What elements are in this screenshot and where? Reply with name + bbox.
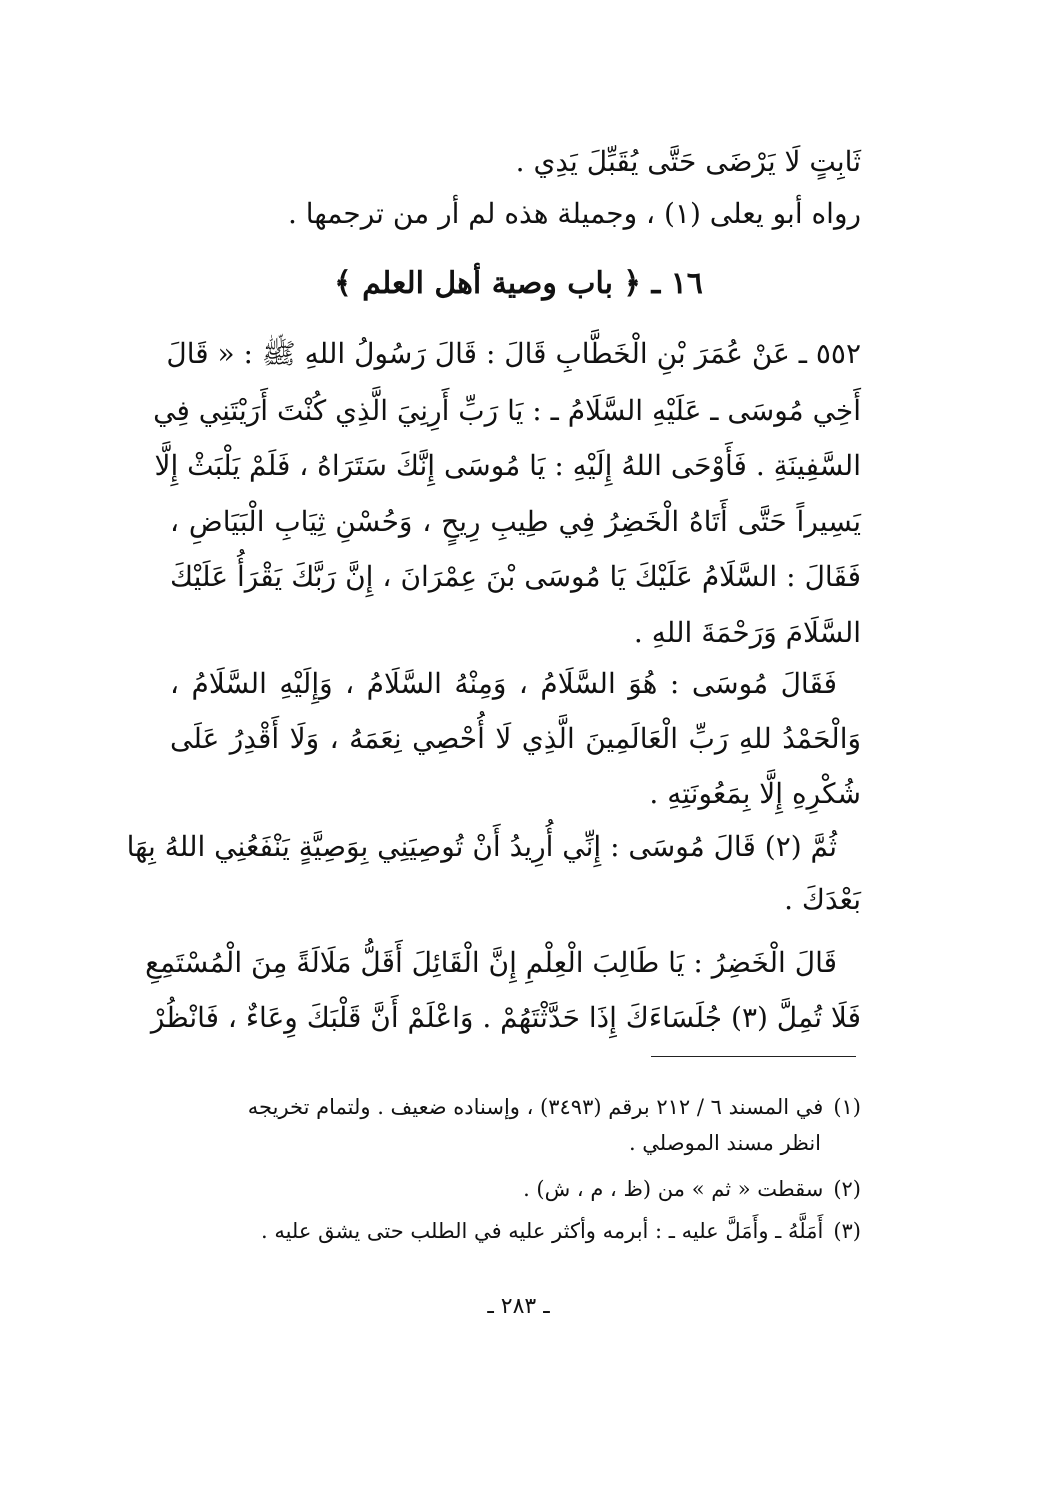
hadith-line: وَالْحَمْدُ للهِ رَبِّ الْعَالَمِينَ الَّذِي لَا أُحْصِي نِعَمَهُ ، وَلَا أَقْدِرُ عَلَى [170, 722, 861, 755]
hadith-line: فَقَالَ : السَّلَامُ عَلَيْكَ يَا مُوسَى بْنَ عِمْرَانَ ، إِنَّ رَبَّكَ يَقْرَأُ عَلَيْكَ [170, 560, 861, 593]
hadith-line: أَخِي مُوسَى ـ عَلَيْهِ السَّلَامُ ـ : يَا رَبِّ أَرِنِيَ الَّذِي كُنْتَ أَرَيْتَنِي فِي [153, 394, 861, 427]
footnote-number: (١) [833, 1095, 861, 1119]
footnote-2 [160, 1174, 861, 1204]
text-line: ثَابِتٍ لَا يَرْضَى حَتَّى يُقَبِّلَ يَدِي . [515, 145, 861, 178]
footnote-1-continuation: انظر مسند الموصلي . [628, 1131, 821, 1155]
hadith-line: فَلَا تُمِلَّ (٣) جُلَسَاءَكَ إِذَا حَدَّثْتَهُمْ . وَاعْلَمْ أَنَّ قَلْبَكَ وِعَاءٌ ، فَانْظُرْ [150, 1001, 861, 1034]
hadith-line: قَالَ الْخَضِرُ : يَا طَالِبَ الْعِلْمِ إِنَّ الْقَائِلَ أَقَلُّ مَلَالَةً مِنَ الْمُسْتَمِعِ [145, 946, 837, 979]
hadith-line: ٥٥٢ ـ عَنْ عُمَرَ بْنِ الْخَطَّابِ قَالَ : قَالَ رَسُولُ اللهِ ﷺ : « قَالَ [166, 337, 861, 370]
footnote-text: سقطت « ثم » من (ظ ، م ، ش) . [523, 1177, 824, 1201]
hadith-line: بَعْدَكَ . [784, 883, 861, 916]
hadith-line: السَّلَامَ وَرَحْمَةَ اللهِ . [633, 616, 861, 649]
hadith-line: ثُمَّ (٢) قَالَ مُوسَى : إِنِّي أُرِيدُ أَنْ تُوصِيَنِي بِوَصِيَّةٍ يَنْفَعُنِي اللهُ بِهَا [126, 830, 837, 863]
footnote-text: أَمَلَّهُ ـ وأَمَلَّ عليه ـ : أبرمه وأكثر عليه في الطلب حتى يشق عليه . [260, 1219, 824, 1243]
hadith-line: السَّفِينَةِ . فَأَوْحَى اللهُ إِلَيْهِ : يَا مُوسَى إِنَّكَ سَتَرَاهُ ، فَلَمْ يَلْبَثْ إِلَّا [154, 449, 861, 482]
footnote-1 [160, 1092, 861, 1122]
footnote-3 [160, 1216, 861, 1246]
footnote-number: (٣) [833, 1219, 861, 1243]
page-number: ـ ٢٨٣ ـ [487, 1294, 550, 1319]
section-heading: ١٦ ـ ﴿ باب وصية أهل العلم ﴾ [334, 266, 703, 301]
footnote-text: في المسند ٦ / ٢١٢ برقم (٣٤٩٣) ، وإسناده ضعيف . ولتمام تخريجه [247, 1095, 824, 1119]
footnote-number: (٢) [833, 1177, 861, 1201]
footnote-divider [651, 1056, 856, 1057]
hadith-line: شُكْرِهِ إِلَّا بِمَعُونَتِهِ . [649, 777, 861, 810]
hadith-line: فَقَالَ مُوسَى : هُوَ السَّلَامُ ، وَمِنْهُ السَّلَامُ ، وَإِلَيْهِ السَّلَامُ ، [170, 667, 837, 700]
hadith-line: يَسِيراً حَتَّى أَتَاهُ الْخَضِرُ فِي طِيبِ رِيحٍ ، وَحُسْنِ ثِيَابِ الْبَيَاضِ ، [170, 505, 861, 538]
attribution-line: رواه أبو يعلى (١) ، وجميلة هذه لم أر من ترجمها . [287, 197, 861, 230]
